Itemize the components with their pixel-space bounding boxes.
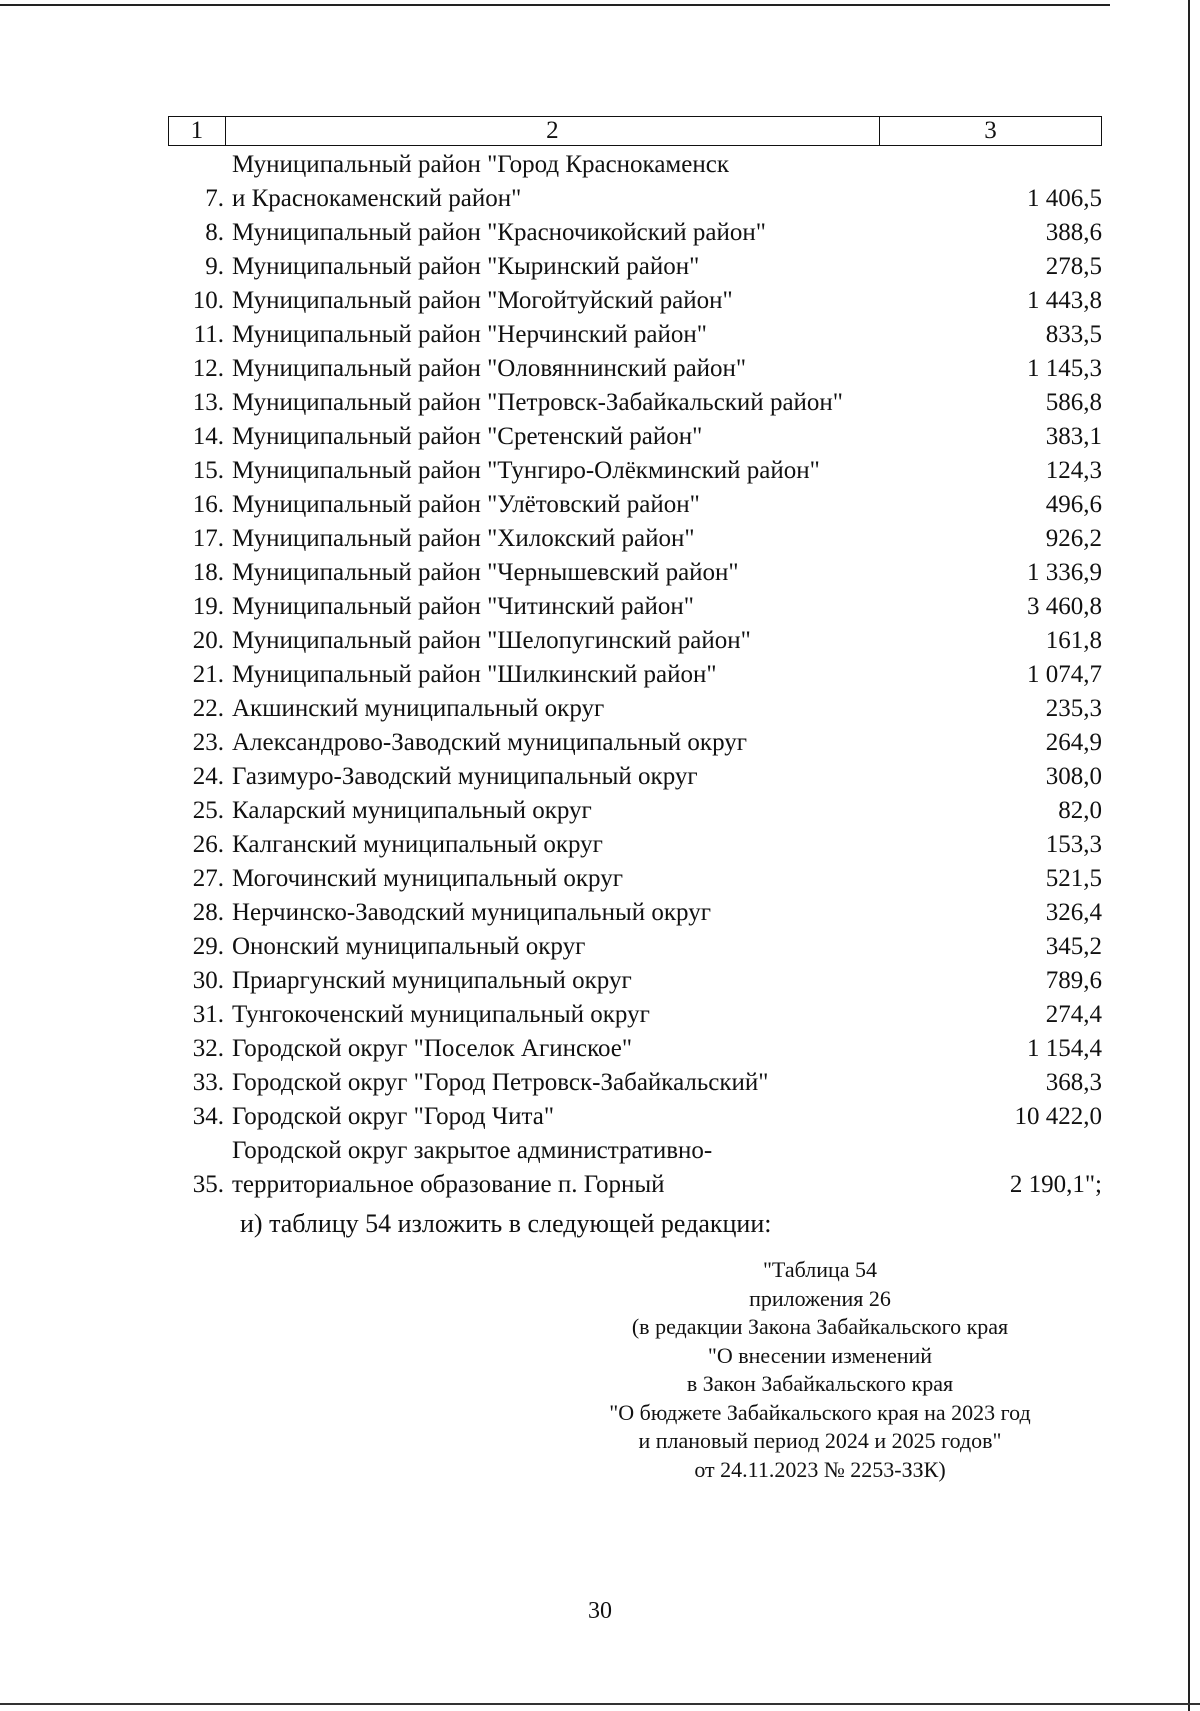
caption-line: от 24.11.2023 № 2253-ЗЗК) — [694, 1456, 946, 1482]
row-municipality-name: Акшинский муниципальный округ — [232, 695, 605, 722]
row-amount: 326,4 — [1045, 899, 1102, 926]
header-cell-1: 1 — [169, 117, 226, 146]
row-amount: 521,5 — [1045, 865, 1102, 892]
row-number: 33. — [192, 1069, 224, 1096]
row-amount: 161,8 — [1045, 627, 1102, 654]
row-number: 35. — [192, 1171, 224, 1198]
row-municipality-name: Муниципальный район "Петровск-Забайкальский район" — [232, 389, 843, 416]
caption-line: и плановый период 2024 и 2025 годов" — [638, 1428, 1002, 1453]
row-municipality-name: Городской округ "Город Чита" — [232, 1103, 555, 1130]
row-number: 23. — [192, 729, 224, 756]
row-municipality-name: Приаргунский муниципальный округ — [232, 967, 632, 994]
row-amount: 345,2 — [1045, 933, 1102, 960]
row-amount: 586,8 — [1045, 389, 1102, 416]
table-row — [168, 250, 1102, 284]
table-row — [168, 726, 1102, 760]
row-number: 25. — [192, 797, 224, 824]
row-number: 15. — [192, 457, 224, 484]
row-municipality-name: Городской округ "Поселок Агинское" — [232, 1035, 633, 1062]
row-number: 12. — [192, 355, 224, 382]
row-amount: 368,3 — [1045, 1069, 1102, 1096]
row-number: 26. — [192, 831, 224, 858]
row-number: 32. — [192, 1035, 224, 1062]
table-row — [168, 318, 1102, 352]
row-municipality-name: Муниципальный район "Оловяннинский район" — [232, 355, 747, 382]
row-number: 8. — [205, 219, 224, 246]
table-row — [168, 1066, 1102, 1100]
row-amount: 388,6 — [1045, 219, 1102, 246]
row-number: 30. — [192, 967, 224, 994]
row-amount: 1 406,5 — [1027, 185, 1102, 212]
row-amount: 153,3 — [1045, 831, 1102, 858]
row-amount: 10 422,0 — [1014, 1103, 1102, 1130]
row-amount: 1 443,8 — [1027, 287, 1102, 314]
row-number: 28. — [192, 899, 224, 926]
row-municipality-name: Муниципальный район "Кыринский район" — [232, 253, 700, 280]
table-row — [168, 658, 1102, 692]
row-amount: 274,4 — [1045, 1001, 1102, 1028]
row-municipality-name: Александрово-Заводский муниципальный округ — [232, 729, 747, 756]
table-row — [168, 624, 1102, 658]
row-amount: 264,9 — [1045, 729, 1102, 756]
caption-line: "Таблица 54 — [762, 1257, 878, 1282]
row-amount: 1 145,3 — [1027, 355, 1102, 382]
table-row — [168, 896, 1102, 930]
intro-paragraph: и) таблицу 54 изложить в следующей редакции: — [240, 1209, 772, 1238]
row-number: 29. — [192, 933, 224, 960]
caption-line: "О бюджете Забайкальского края на 2023 год — [609, 1399, 1031, 1425]
header-cell-2: 2 — [225, 117, 879, 146]
table-row — [168, 488, 1102, 522]
row-municipality-name: Нерчинско-Заводский муниципальный округ — [232, 899, 711, 926]
row-number: 22. — [192, 695, 224, 722]
caption-line: в Закон Забайкальского края — [686, 1371, 954, 1396]
row-municipality-name: Муниципальный район "Нерчинский район" — [232, 321, 707, 348]
row-number: 7. — [205, 185, 224, 212]
table-row — [168, 284, 1102, 318]
row-number: 11. — [193, 321, 224, 348]
row-municipality-name: Калганский муниципальный округ — [232, 831, 603, 858]
table-row — [168, 420, 1102, 454]
row-municipality-name: Муниципальный район "Шилкинский район" — [232, 661, 717, 688]
caption-line: приложения 26 — [749, 1285, 891, 1311]
table-row — [168, 930, 1102, 964]
row-amount: 789,6 — [1045, 967, 1102, 994]
row-number: 9. — [205, 253, 224, 280]
table-row — [168, 692, 1102, 726]
row-number: 19. — [192, 593, 224, 620]
row-number: 18. — [192, 559, 224, 586]
row-number: 21. — [192, 661, 224, 688]
table-row — [168, 998, 1102, 1032]
table-row — [168, 148, 1102, 216]
row-number: 13. — [192, 389, 224, 416]
row-amount: 1 074,7 — [1027, 661, 1102, 688]
row-municipality-name: Ононский муниципальный округ — [232, 933, 586, 960]
row-number: 34. — [192, 1103, 224, 1130]
row-municipality-name: Муниципальный район "Тунгиро-Олёкминский район" — [232, 457, 820, 484]
table-row — [168, 1032, 1102, 1066]
row-amount: 833,5 — [1045, 321, 1102, 348]
table-row — [168, 590, 1102, 624]
table-row — [168, 216, 1102, 250]
row-municipality-name: Муниципальный район "Улётовский район" — [232, 491, 700, 518]
row-municipality-name: Муниципальный район "Читинский район" — [232, 593, 694, 620]
row-number: 17. — [192, 525, 224, 552]
row-municipality-name: Тунгокоченский муниципальный округ — [232, 1001, 650, 1028]
table-row — [168, 522, 1102, 556]
table-body — [168, 148, 1102, 1202]
row-number: 10. — [192, 287, 224, 314]
page-number: 30 — [588, 1598, 612, 1624]
row-amount: 383,1 — [1045, 423, 1102, 450]
row-amount: 235,3 — [1045, 695, 1102, 722]
row-amount: 1 154,4 — [1027, 1035, 1102, 1062]
row-amount: 1 336,9 — [1027, 559, 1102, 586]
header-cell-3: 3 — [879, 117, 1101, 146]
row-municipality-name: Муниципальный район "Хилокский район" — [232, 525, 695, 552]
row-amount: 2 190,1"; — [1009, 1171, 1102, 1198]
row-amount: 82,0 — [1058, 797, 1102, 824]
row-number: 14. — [192, 423, 224, 450]
table-header-row — [169, 117, 1102, 146]
table-row — [168, 964, 1102, 998]
row-amount: 308,0 — [1045, 763, 1102, 790]
row-municipality-name: Муниципальный район "Шелопугинский район" — [232, 627, 751, 654]
table-row — [168, 454, 1102, 488]
caption-line: (в редакции Закона Забайкальского края — [631, 1314, 1009, 1339]
table-row — [168, 862, 1102, 896]
table-header — [168, 116, 1102, 146]
row-number: 27. — [192, 865, 224, 892]
row-municipality-name: Могочинский муниципальный округ — [232, 865, 623, 892]
row-municipality-name: Городской округ закрытое административно- территориальное образование п. Горный — [232, 1137, 713, 1198]
row-amount: 3 460,8 — [1027, 593, 1102, 620]
row-number: 20. — [192, 627, 224, 654]
table-row — [168, 1134, 1102, 1202]
row-amount: 278,5 — [1045, 253, 1102, 280]
row-number: 31. — [192, 1001, 224, 1028]
row-number: 24. — [192, 763, 224, 790]
table-row — [168, 760, 1102, 794]
caption-line: "О внесении изменений — [707, 1342, 933, 1368]
row-municipality-name: Муниципальный район "Сретенский район" — [232, 423, 703, 450]
table-row — [168, 828, 1102, 862]
table-row — [168, 386, 1102, 420]
row-municipality-name: Муниципальный район "Могойтуйский район" — [232, 287, 733, 314]
row-municipality-name: Муниципальный район "Город Краснокаменск и Краснокаменский район" — [232, 151, 729, 212]
row-municipality-name: Городской округ "Город Петровск-Забайкальский" — [232, 1069, 769, 1096]
row-municipality-name: Газимуро-Заводский муниципальный округ — [232, 763, 698, 790]
row-amount: 496,6 — [1045, 491, 1102, 518]
row-amount: 926,2 — [1045, 525, 1102, 552]
row-municipality-name: Муниципальный район "Красночикойский район" — [232, 219, 766, 246]
table-row — [168, 1100, 1102, 1134]
table-row — [168, 352, 1102, 386]
table-row — [168, 794, 1102, 828]
row-amount: 124,3 — [1045, 457, 1102, 484]
row-municipality-name: Каларский муниципальный округ — [232, 797, 592, 824]
row-municipality-name: Муниципальный район "Чернышевский район" — [232, 559, 739, 586]
row-number: 16. — [192, 491, 224, 518]
table-row — [168, 556, 1102, 590]
table-caption — [560, 1256, 1080, 1484]
